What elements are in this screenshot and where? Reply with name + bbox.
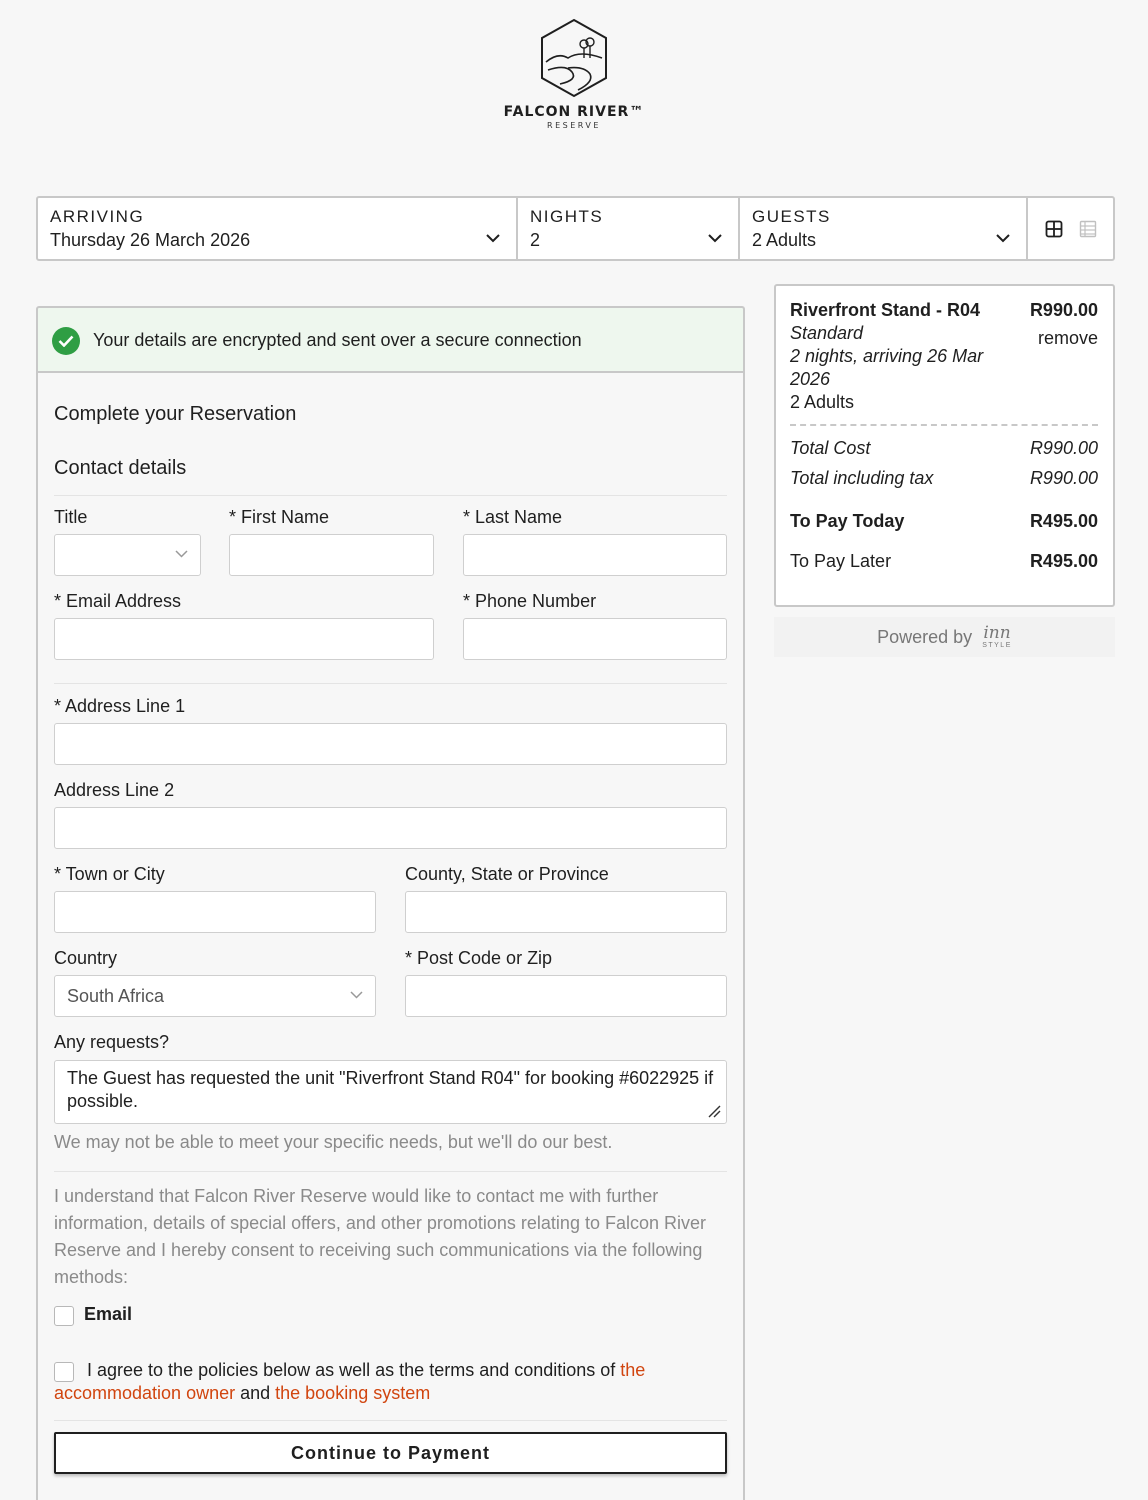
total-cost-value: R990.00 — [1029, 438, 1098, 458]
chevron-down-icon — [350, 991, 363, 999]
title-label: Title — [54, 507, 88, 527]
secure-connection-notice — [36, 306, 745, 373]
phone-input[interactable] — [463, 618, 727, 660]
address-line-2-input[interactable] — [54, 807, 727, 849]
unit-price: R990.00 — [1029, 300, 1098, 320]
email-input[interactable] — [54, 618, 434, 660]
list-view-icon[interactable] — [1079, 220, 1097, 238]
arriving-dropdown[interactable] — [38, 198, 518, 259]
first-name-input[interactable] — [229, 534, 434, 576]
guests-dropdown[interactable] — [740, 198, 1028, 259]
town-label: * Town or City — [54, 864, 165, 884]
address-line-1-input[interactable] — [54, 723, 727, 765]
innstyle-logo-text: inn — [983, 623, 1011, 643]
total-tax-value: R990.00 — [1029, 468, 1098, 488]
summary-divider — [790, 424, 1098, 426]
town-input[interactable] — [54, 891, 376, 933]
divider — [54, 495, 727, 496]
continue-to-payment-button[interactable]: Continue to Payment — [54, 1432, 727, 1474]
booking-search-bar — [36, 196, 1115, 261]
innstyle-logo-sub: STYLE — [982, 642, 1012, 649]
country-label: Country — [54, 948, 118, 968]
logo-name: FALCON RIVER™ — [503, 104, 645, 120]
pay-today-value: R495.00 — [1029, 511, 1098, 531]
county-label: County, State or Province — [405, 864, 609, 884]
arriving-label: ARRIVING — [50, 207, 145, 226]
resize-handle-icon[interactable] — [707, 1104, 721, 1118]
address-line-1-label: * Address Line 1 — [54, 696, 186, 716]
phone-label: * Phone Number — [463, 591, 597, 611]
view-toggle — [1028, 198, 1113, 259]
marketing-consent-text: I understand that Falcon River Reserve would like to contact me with further information, details of special offers, and other promotions relating to Falcon River Reserve and I hereby consent to receiving such communications via the following methods: — [54, 1186, 706, 1287]
stay-details-line1: 2 nights, arriving 26 Mar — [790, 346, 984, 366]
county-input[interactable] — [405, 891, 727, 933]
divider — [54, 683, 727, 684]
secure-notice-text: Your details are encrypted and sent over a secure connection — [93, 330, 582, 350]
remove-link[interactable]: remove — [1037, 328, 1098, 348]
agree-prefix: I agree to the policies below as well as the terms and conditions of — [87, 1360, 621, 1380]
grid-view-icon[interactable] — [1045, 220, 1063, 238]
chevron-down-icon — [175, 550, 188, 558]
requests-hint: We may not be able to meet your specific needs, but we'll do our best. — [54, 1132, 613, 1152]
chevron-down-icon — [996, 234, 1010, 243]
contact-details-heading: Contact details — [54, 457, 187, 479]
postcode-input[interactable] — [405, 975, 727, 1017]
email-label: * Email Address — [54, 591, 182, 611]
unit-name: Riverfront Stand - R04 — [790, 300, 981, 320]
requests-textarea[interactable] — [54, 1060, 727, 1124]
nights-label: NIGHTS — [530, 207, 604, 226]
email-consent-checkbox[interactable] — [54, 1306, 74, 1326]
rate-name: Standard — [790, 323, 864, 343]
email-consent-label: Email — [84, 1304, 133, 1324]
title-select[interactable] — [54, 534, 201, 576]
chevron-down-icon — [486, 234, 500, 243]
agree-terms-text — [54, 1359, 694, 1405]
total-cost-label: Total Cost — [790, 438, 871, 458]
address-line-2-label: Address Line 2 — [54, 780, 175, 800]
form-heading: Complete your Reservation — [54, 403, 297, 425]
guests-label: GUESTS — [752, 207, 831, 226]
powered-by[interactable] — [774, 617, 1115, 657]
divider — [54, 1171, 727, 1172]
stay-details-line2: 2026 — [790, 369, 831, 389]
logo — [0, 18, 1148, 130]
requests-label: Any requests? — [54, 1032, 170, 1052]
guest-count: 2 Adults — [790, 392, 855, 412]
logo-subtitle: RESERVE — [547, 121, 601, 130]
innstyle-logo — [982, 625, 1012, 649]
country-select-value: South Africa — [67, 986, 165, 1006]
falcon-river-logo-icon — [538, 18, 610, 100]
arriving-value: Thursday 26 March 2026 — [50, 230, 251, 250]
divider — [54, 1420, 727, 1421]
booking-system-terms-link[interactable]: the booking system — [275, 1383, 431, 1403]
chevron-down-icon — [708, 234, 722, 243]
nights-value: 2 — [530, 230, 541, 250]
total-tax-label: Total including tax — [790, 468, 934, 488]
first-name-label: * First Name — [229, 507, 330, 527]
accommodation-owner-terms-link[interactable]: the accommodation owner — [54, 1360, 646, 1403]
country-select[interactable] — [54, 975, 376, 1017]
nights-dropdown[interactable] — [518, 198, 740, 259]
requests-text: The Guest has requested the unit "Riverfront Stand R04" for booking #6022925 if possible. — [67, 1068, 714, 1111]
pay-later-label: To Pay Later — [790, 551, 892, 571]
check-circle-icon — [52, 327, 80, 355]
postcode-label: * Post Code or Zip — [405, 948, 553, 968]
pay-today-label: To Pay Today — [790, 511, 905, 531]
last-name-label: * Last Name — [463, 507, 563, 527]
last-name-input[interactable] — [463, 534, 727, 576]
agree-and: and — [235, 1383, 276, 1403]
guests-value: 2 Adults — [752, 230, 817, 250]
powered-by-label: Powered by — [877, 626, 973, 647]
pay-later-value: R495.00 — [1029, 551, 1098, 571]
